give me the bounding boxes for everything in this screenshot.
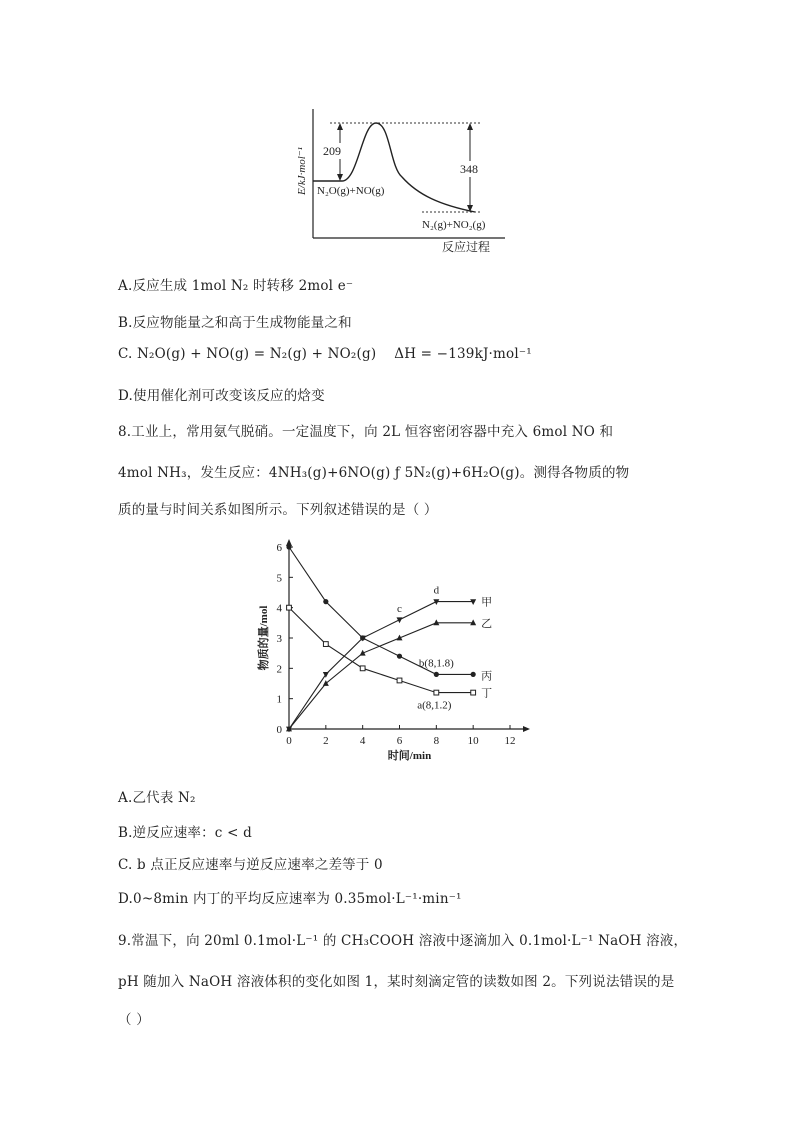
series-label-丁: 丁 xyxy=(481,687,493,700)
annotation-d: d xyxy=(433,584,440,597)
series-line-乙 xyxy=(289,623,473,729)
x-tick-label: 12 xyxy=(504,735,516,747)
point-丙 xyxy=(471,672,476,677)
label-209: 209 xyxy=(323,144,341,158)
point-丙 xyxy=(323,599,328,604)
series-label-丙: 丙 xyxy=(481,670,493,683)
x-axis-label: 时间/min xyxy=(387,750,432,762)
y-tick-label: 6 xyxy=(276,542,282,554)
q7-option-d: D.使用催化剂可改变该反应的焓变 xyxy=(118,388,325,404)
point-丙 xyxy=(360,635,365,640)
y-tick-label: 0 xyxy=(276,724,282,736)
x-tick-label: 6 xyxy=(396,735,403,747)
x-tick-label: 4 xyxy=(359,735,366,747)
q9-stem-line3: （ ） xyxy=(118,1012,150,1028)
q8-option-a: A.乙代表 N₂ xyxy=(118,790,196,806)
q8-stem-line3: 质的量与时间关系如图所示。下列叙述错误的是（ ） xyxy=(118,502,438,518)
q8-option-d: D.0~8min 内丁的平均反应速率为 0.35mol·L⁻¹·min⁻¹ xyxy=(118,891,462,907)
y-tick-label: 5 xyxy=(276,572,282,585)
x-tick-label: 8 xyxy=(433,735,440,747)
q8-stem-line2: 4mol NH₃，发生反应：4NH₃(g)+6NO(g) ƒ 5N₂(g)+6H₂O(g)。测得各物质的物 xyxy=(118,465,630,481)
q9-stem-line1: 9.常温下，向 20ml 0.1mol·L⁻¹ 的 CH₃COOH 溶液中逐滴加入 0.1mol·L⁻¹ NaOH 溶液， xyxy=(118,933,688,949)
y-tick-label: 1 xyxy=(276,693,282,706)
label-348: 348 xyxy=(460,162,478,176)
q8-option-c: C. b 点正反应速率与逆反应速率之差等于 0 xyxy=(118,857,383,873)
q8-option-b: B.逆反应速率：c < d xyxy=(118,825,252,841)
energy-x-label: 反应过程 xyxy=(441,240,491,254)
point-丙 xyxy=(286,544,291,549)
y-tick-label: 4 xyxy=(276,602,282,615)
reactants-label: N₂O(g)+NO(g) xyxy=(317,185,385,197)
x-axis-arrow xyxy=(523,726,530,732)
point-丁 xyxy=(471,690,476,695)
energy-y-label: E/kJ·mol⁻¹ xyxy=(296,147,308,195)
y-axis-label: 物质的量/mol xyxy=(258,605,270,671)
point-丁 xyxy=(397,678,402,683)
x-tick-label: 10 xyxy=(467,735,479,747)
point-丁 xyxy=(287,605,292,610)
point-丁 xyxy=(360,666,365,671)
q8-stem-line1: 8.工业上，常用氨气脱硝。一定温度下，向 2L 恒容密闭容器中充入 6mol NO 和 xyxy=(118,424,614,440)
q9-stem-line2: pH 随加入 NaOH 溶液体积的变化如图 1，某时刻滴定管的读数如图 2。下列说法错误的是 xyxy=(118,974,675,990)
series-label-乙: 乙 xyxy=(481,617,493,630)
annotation-c: c xyxy=(397,602,402,615)
y-tick-label: 2 xyxy=(276,663,282,676)
series-label-甲: 甲 xyxy=(481,596,493,609)
point-乙 xyxy=(323,680,329,686)
amount-time-chart xyxy=(255,535,535,765)
q7-option-b: B.反应物能量之和高于生成物能量之和 xyxy=(118,315,352,331)
annotation-b: b(8,1.8) xyxy=(418,657,454,670)
y-tick-label: 3 xyxy=(276,633,282,645)
point-丙 xyxy=(434,672,439,677)
products-label: N₂(g)+NO₂(g) xyxy=(422,219,486,231)
series-line-丙 xyxy=(289,547,473,674)
q7-option-c: C. N₂O(g) + NO(g) = N₂(g) + NO₂(g) ΔH = −139kJ·mol⁻¹ xyxy=(118,346,532,362)
x-tick-label: 2 xyxy=(323,735,329,747)
series-line-丁 xyxy=(289,608,473,693)
energy-diagram xyxy=(290,105,510,255)
point-丁 xyxy=(434,690,439,695)
q7-option-a: A.反应生成 1mol N₂ 时转移 2mol e⁻ xyxy=(118,278,354,294)
x-tick-label: 0 xyxy=(286,735,292,747)
point-丙 xyxy=(397,654,402,659)
annotation-a: a(8,1.2) xyxy=(417,699,452,712)
point-丁 xyxy=(323,642,328,647)
energy-curve xyxy=(313,123,475,212)
